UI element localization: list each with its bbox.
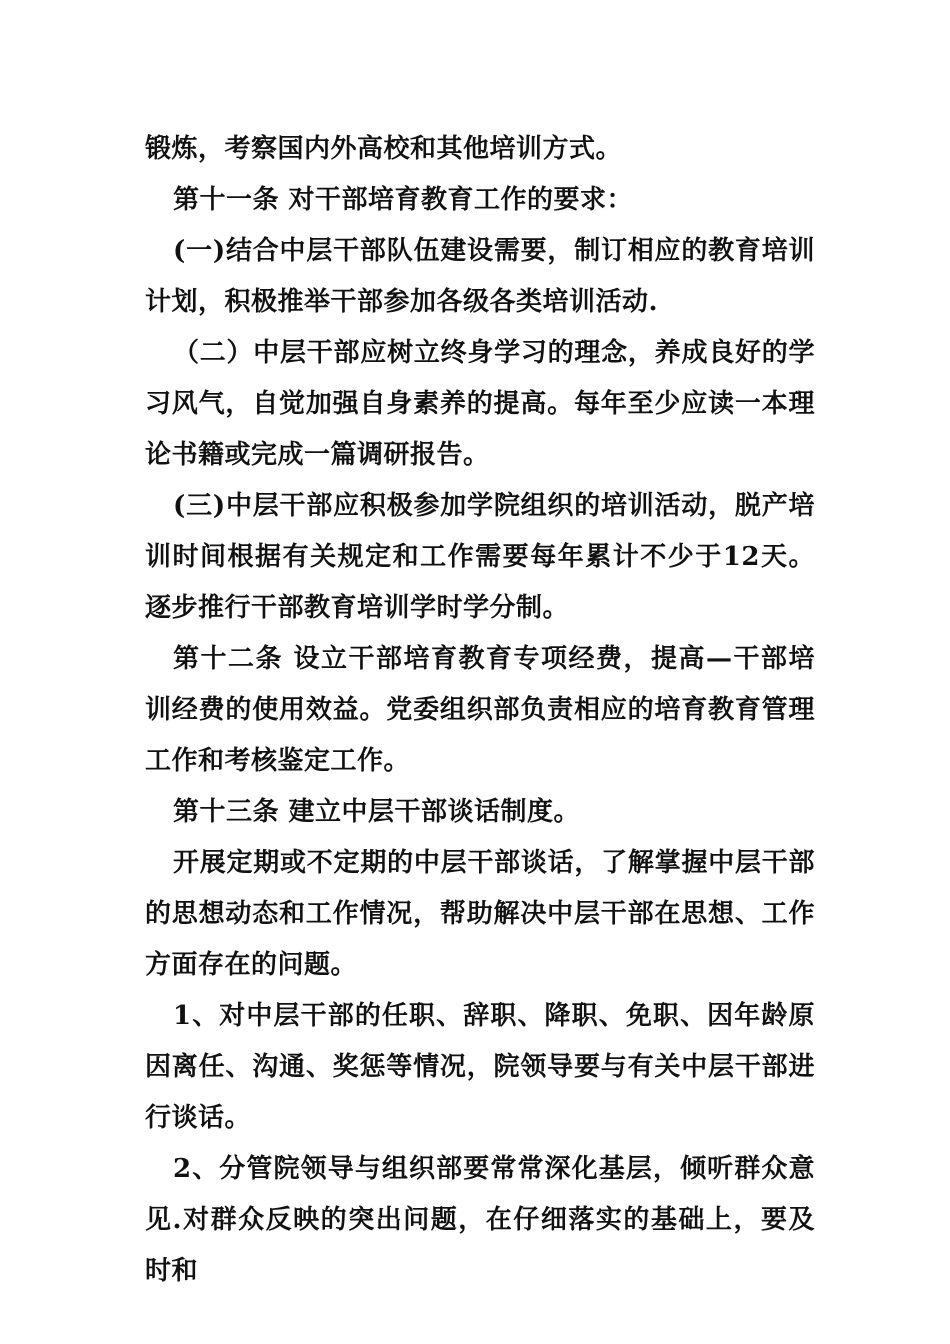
document-body bbox=[145, 124, 815, 1297]
paragraph-item-3: (三)中层干部应积极参加学院组织的培训活动，脱产培训时间根据有关规定和工作需要每年累计不少于12天。逐步推行干部教育培训学时学分制。 bbox=[145, 491, 815, 623]
paragraph-point-1: 1、对中层干部的任职、辞职、降职、免职、因年龄原因离任、沟通、奖惩等情况，院领导要与有关中层干部进行谈话。 bbox=[145, 1001, 815, 1133]
paragraph-article-11: 第十一条 对干部培育教育工作的要求： bbox=[173, 185, 634, 215]
paragraph-item-1: (一)结合中层干部队伍建设需要，制订相应的教育培训计划，积极推举干部参加各级各类培训活动. bbox=[145, 236, 815, 317]
paragraph-article-13: 第十三条 建立中层干部谈话制度。 bbox=[173, 797, 581, 827]
paragraph: 锻炼，考察国内外高校和其他培训方式。 bbox=[145, 134, 623, 164]
paragraph-point-2: 2、分管院领导与组织部要常常深化基层，倾听群众意见.对群众反映的突出问题，在仔细落实的基础上，要及时和 bbox=[145, 1154, 815, 1286]
paragraph-article-12: 第十二条 设立干部培育教育专项经费，提高—干部培训经费的使用效益。党委组织部负责相应的培育教育管理工作和考核鉴定工作。 bbox=[145, 644, 815, 776]
paragraph: 开展定期或不定期的中层干部谈话，了解掌握中层干部的思想动态和工作情况，帮助解决中层干部在思想、工作方面存在的问题。 bbox=[145, 848, 815, 980]
paragraph-item-2: （二）中层干部应树立终身学习的理念，养成良好的学习风气，自觉加强自身素养的提高。每年至少应读一本理论书籍或完成一篇调研报告。 bbox=[145, 338, 815, 470]
